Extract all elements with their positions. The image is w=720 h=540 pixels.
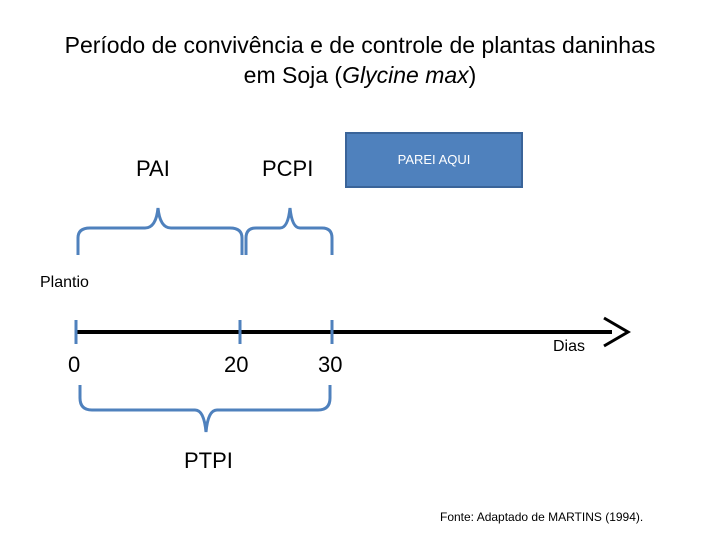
dias-label: Dias (553, 338, 586, 355)
plantio-label: Plantio (40, 274, 89, 291)
source-caption: Fonte: Adaptado de MARTINS (1994). (440, 510, 644, 524)
pcpi-label: PCPI (262, 156, 314, 181)
note-box: PAREI AQUI (345, 132, 523, 188)
ptpi-brace (80, 385, 330, 432)
title-species: Glycine max (342, 62, 469, 88)
tick-label-20: 20 (224, 352, 249, 377)
title-line-2-suffix: ) (468, 62, 477, 88)
tick-label-30: 30 (318, 352, 343, 377)
ptpi-label: PTPI (184, 448, 233, 473)
pai-label: PAI (136, 156, 170, 181)
pai-brace (78, 208, 242, 255)
pcpi-brace (246, 208, 332, 255)
title-line-2-prefix: em Soja ( (243, 62, 343, 88)
tick-label-0: 0 (68, 352, 81, 377)
title-line-1: Período de convivência e de controle de plantas daninhas (64, 32, 656, 58)
